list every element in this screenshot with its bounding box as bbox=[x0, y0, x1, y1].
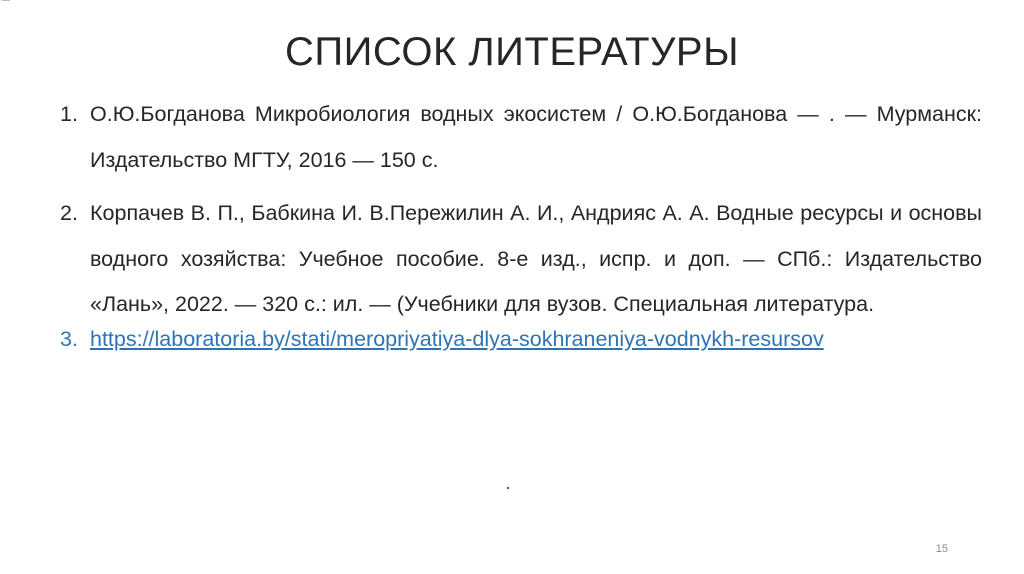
reference-item-3 bbox=[60, 328, 982, 350]
reference-number: 3. bbox=[60, 326, 78, 351]
reference-number: 1. bbox=[60, 102, 78, 126]
reference-list bbox=[60, 92, 982, 350]
reference-item-2 bbox=[60, 191, 982, 328]
stray-dot bbox=[507, 487, 509, 489]
reference-text: Корпачев В. П., Бабкина И. В.Пережилин А. И., Андрияс А. А. Водные ресурсы и основы водного хозяйства: Учебное пособие. 8-е изд., испр. и доп. — СПб.: Издательство «Лань», 2022. — 320 с.: ил. — (Учебники для вузов. Специальная литература. bbox=[90, 201, 982, 316]
reference-text: О.Ю.Богданова Микробиология водных экосистем / О.Ю.Богданова — . — Мурманск: Издательство МГТУ, 2016 — 150 с. bbox=[90, 102, 982, 172]
reference-link[interactable]: https://laboratoria.by/stati/meropriyatiya-dlya-sokhraneniya-vodnykh-resursov bbox=[90, 326, 824, 351]
reference-number: 2. bbox=[60, 201, 78, 225]
reference-item-1 bbox=[60, 92, 982, 183]
corner-mark bbox=[2, 0, 10, 1]
page-number: 15 bbox=[935, 543, 948, 555]
slide-title: СПИСОК ЛИТЕРАТУРЫ bbox=[284, 30, 740, 74]
